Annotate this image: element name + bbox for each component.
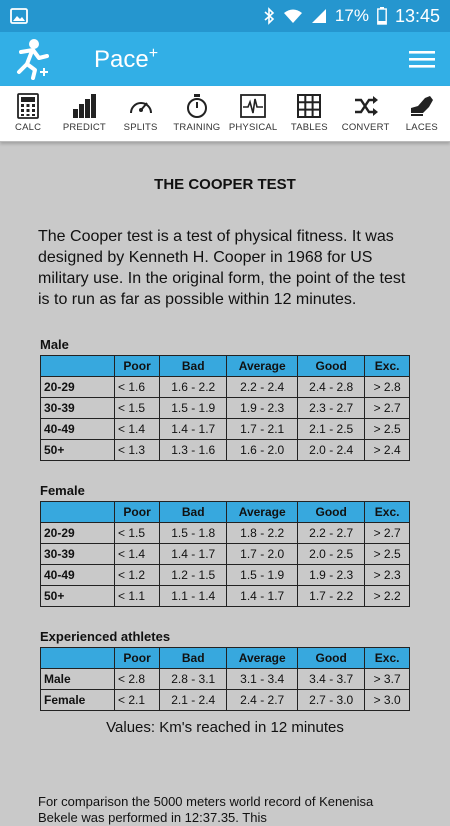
table-caption: Experienced athletes <box>40 629 171 644</box>
app-bar <box>0 32 450 86</box>
footer-paragraph: For comparison the 5000 meters world record of Kenenisa Bekele was performed in 12:37.35. This <box>38 794 374 825</box>
tool-tables[interactable] <box>281 86 337 141</box>
wifi-icon <box>283 8 303 24</box>
table-caption: Female <box>40 483 85 498</box>
table-cell: > 2.8 <box>365 377 410 398</box>
header-cell: Average <box>227 502 298 523</box>
table-cell: 1.8 - 2.2 <box>227 523 298 544</box>
table-cell: 1.7 - 2.2 <box>298 586 365 607</box>
table-row <box>41 544 410 565</box>
table-cell: < 1.2 <box>115 565 160 586</box>
tool-splits[interactable] <box>113 86 169 141</box>
table-cell: 1.6 - 2.0 <box>227 440 298 461</box>
table-cell: 2.2 - 2.4 <box>227 377 298 398</box>
table-cell: > 2.7 <box>365 398 410 419</box>
tool-training[interactable] <box>169 86 225 141</box>
shuffle-icon <box>353 93 379 119</box>
header-cell: Exc. <box>365 356 410 377</box>
table-cell: 2.3 - 2.7 <box>298 398 365 419</box>
tool-physical[interactable] <box>225 86 281 141</box>
row-label: 20-29 <box>41 523 115 544</box>
table-cell: < 1.5 <box>115 523 160 544</box>
table-row <box>41 690 410 711</box>
row-label: 20-29 <box>41 377 115 398</box>
stopwatch-icon <box>184 93 210 119</box>
table-cell: 2.0 - 2.4 <box>298 440 365 461</box>
table-cell: 1.7 - 2.0 <box>227 544 298 565</box>
table-cell: 1.9 - 2.3 <box>227 398 298 419</box>
table-cell: 1.4 - 1.7 <box>160 544 227 565</box>
table-header-row <box>41 648 410 669</box>
tool-laces[interactable] <box>394 86 450 141</box>
header-cell: Poor <box>115 356 160 377</box>
table-cell: 1.2 - 1.5 <box>160 565 227 586</box>
row-label: Male <box>41 669 115 690</box>
signal-icon <box>311 8 327 24</box>
speedometer-icon <box>128 93 154 119</box>
table-cell: < 1.5 <box>115 398 160 419</box>
table-cell: 2.1 - 2.4 <box>160 690 227 711</box>
table-cell: > 2.2 <box>365 586 410 607</box>
bars-icon <box>71 93 97 119</box>
app-logo-icon <box>0 32 60 86</box>
table-cell: > 2.4 <box>365 440 410 461</box>
row-label: Female <box>41 690 115 711</box>
menu-icon <box>409 49 435 69</box>
header-cell: Good <box>298 648 365 669</box>
row-label: 30-39 <box>41 398 115 419</box>
table-cell: 1.5 - 1.8 <box>160 523 227 544</box>
header-cell <box>41 502 115 523</box>
table-cell: 1.1 - 1.4 <box>160 586 227 607</box>
row-label: 40-49 <box>41 565 115 586</box>
table-cell: 1.5 - 1.9 <box>227 565 298 586</box>
table-cell: 1.5 - 1.9 <box>160 398 227 419</box>
header-cell <box>41 356 115 377</box>
table-cell: < 1.4 <box>115 544 160 565</box>
tool-physical-label: PHYSICAL <box>228 122 278 133</box>
header-cell: Bad <box>160 502 227 523</box>
table-row <box>41 377 410 398</box>
table-cell: > 3.7 <box>365 669 410 690</box>
table-cell: < 1.4 <box>115 419 160 440</box>
athletes-table <box>40 647 410 711</box>
table-cell: < 2.8 <box>115 669 160 690</box>
battery-icon <box>377 7 387 25</box>
table-cell: < 1.3 <box>115 440 160 461</box>
header-cell: Poor <box>115 502 160 523</box>
table-row <box>41 523 410 544</box>
table-cell: 1.4 - 1.7 <box>227 586 298 607</box>
table-cell: 2.7 - 3.0 <box>298 690 365 711</box>
tool-convert-label: CONVERT <box>341 122 390 133</box>
table-cell: 2.4 - 2.7 <box>227 690 298 711</box>
page-title: THE COOPER TEST <box>154 176 296 193</box>
header-cell <box>41 648 115 669</box>
header-cell: Good <box>298 356 365 377</box>
header-cell: Exc. <box>365 648 410 669</box>
feature-toolbar <box>0 86 450 142</box>
tool-splits-label: SPLITS <box>123 122 158 133</box>
header-cell: Poor <box>115 648 160 669</box>
table-cell: 1.3 - 1.6 <box>160 440 227 461</box>
table-cell: 1.9 - 2.3 <box>298 565 365 586</box>
table-cell: < 1.6 <box>115 377 160 398</box>
row-label: 40-49 <box>41 419 115 440</box>
row-label: 50+ <box>41 440 115 461</box>
table-cell: 2.1 - 2.5 <box>298 419 365 440</box>
status-bar <box>0 0 450 32</box>
tool-training-label: TRAINING <box>173 122 221 133</box>
header-cell: Bad <box>160 356 227 377</box>
table-cell: 2.0 - 2.5 <box>298 544 365 565</box>
table-cell: 2.8 - 3.1 <box>160 669 227 690</box>
male-table <box>40 355 410 461</box>
tool-calc[interactable] <box>0 86 56 141</box>
male-table-block <box>40 337 410 461</box>
table-cell: < 1.1 <box>115 586 160 607</box>
table-cell: 3.1 - 3.4 <box>227 669 298 690</box>
table-row <box>41 565 410 586</box>
header-cell: Average <box>227 648 298 669</box>
header-cell: Average <box>227 356 298 377</box>
row-label: 30-39 <box>41 544 115 565</box>
table-cell: 1.7 - 2.1 <box>227 419 298 440</box>
calculator-icon <box>15 93 41 119</box>
app-title: Pace+ <box>94 44 159 73</box>
header-cell: Bad <box>160 648 227 669</box>
bluetooth-icon <box>263 7 275 25</box>
shoe-icon <box>409 93 435 119</box>
table-row <box>41 669 410 690</box>
gallery-notification-icon <box>10 8 28 24</box>
tool-calc-label: CALC <box>15 122 42 133</box>
hamburger-menu-button[interactable] <box>394 32 450 86</box>
table-cell: > 3.0 <box>365 690 410 711</box>
table-cell: > 2.3 <box>365 565 410 586</box>
table-cell: 1.6 - 2.2 <box>160 377 227 398</box>
table-row <box>41 440 410 461</box>
table-header-row <box>41 356 410 377</box>
heartbeat-icon <box>240 93 266 119</box>
table-cell: < 2.1 <box>115 690 160 711</box>
table-cell: > 2.5 <box>365 419 410 440</box>
athletes-table-block <box>40 629 410 711</box>
table-cell: 2.4 - 2.8 <box>298 377 365 398</box>
row-label: 50+ <box>41 586 115 607</box>
female-table-block <box>40 483 410 607</box>
table-cell: 1.4 - 1.7 <box>160 419 227 440</box>
table-row <box>41 586 410 607</box>
intro-paragraph: The Cooper test is a test of physical fitness. It was designed by Kenneth H. Cooper in 1968 for US military use. In the original form, the point of the test is to run as far as possible within 12 minutes. <box>38 228 406 308</box>
table-header-row <box>41 502 410 523</box>
tool-predict-label: PREDICT <box>62 122 106 133</box>
table-cell: > 2.7 <box>365 523 410 544</box>
table-row <box>41 398 410 419</box>
battery-percent: 17% <box>334 6 369 25</box>
table-cell: 2.2 - 2.7 <box>298 523 365 544</box>
values-note: Values: Km's reached in 12 minutes <box>106 719 344 736</box>
tool-laces-label: LACES <box>405 122 438 133</box>
table-cell: > 2.5 <box>365 544 410 565</box>
header-cell: Exc. <box>365 502 410 523</box>
tool-convert[interactable] <box>338 86 394 141</box>
tool-tables-label: TABLES <box>290 122 328 133</box>
clock: 13:45 <box>394 5 440 26</box>
content-area[interactable] <box>0 144 450 825</box>
table-cell: 3.4 - 3.7 <box>298 669 365 690</box>
header-cell: Good <box>298 502 365 523</box>
female-table <box>40 501 410 607</box>
tool-predict[interactable] <box>56 86 112 141</box>
grid-icon <box>296 93 322 119</box>
table-caption: Male <box>40 337 69 352</box>
table-row <box>41 419 410 440</box>
